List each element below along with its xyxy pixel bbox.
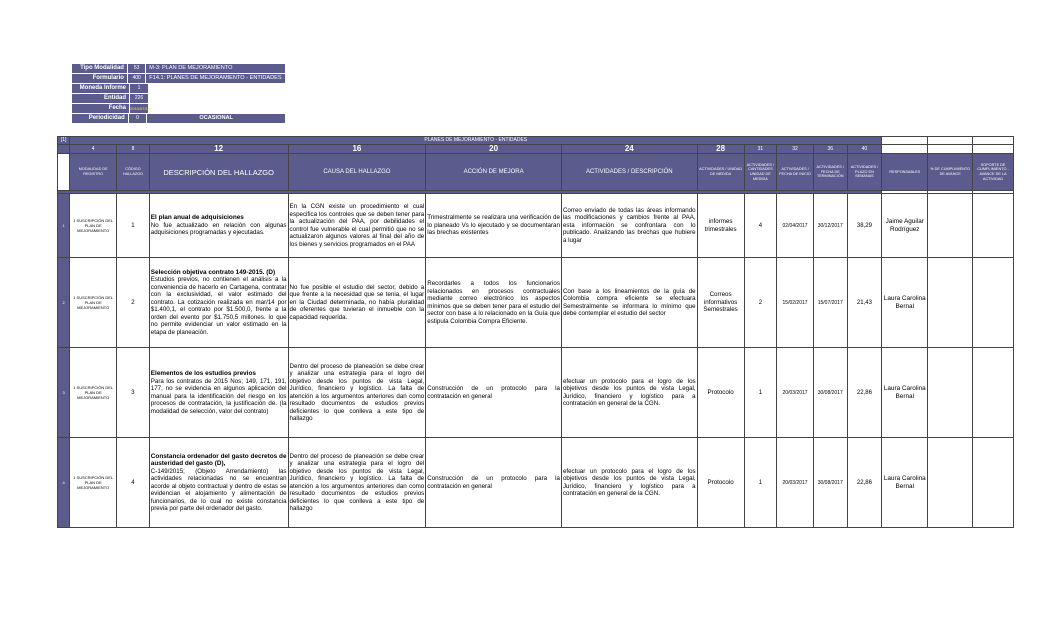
desc-title: El plan anual de adquisiciones bbox=[150, 214, 244, 222]
cell-fecha-inicio[interactable]: 20/03/2017 bbox=[777, 348, 814, 438]
header-accion: ACCIÓN DE MEJORA bbox=[426, 154, 562, 191]
cell-responsable[interactable]: Laura Carolina Bernal bbox=[882, 258, 928, 348]
cell-causa[interactable]: No fue posible el estudio del sector, debido a que frente a la necesidad que se tenia, el lugar en la Ciudad determinada, no había pluralidad de oferentes que tuvieran el inmueble con la capacidad requerida. bbox=[288, 258, 426, 348]
cell-soporte[interactable] bbox=[973, 258, 1014, 348]
cell-responsable[interactable]: Jaime Aguilar Rodríguez bbox=[882, 194, 928, 258]
cell-fecha-fin[interactable]: 15/07/2017 bbox=[813, 258, 847, 348]
desc-title: Selección objetiva contrato 149-2015. (D) bbox=[150, 268, 276, 276]
cell-descripcion[interactable] bbox=[149, 258, 288, 348]
cell-descripcion[interactable] bbox=[149, 194, 288, 258]
desc-body: No fue actualizado en relación con algunas adquisiciones programadas y ejecutadas. bbox=[150, 221, 287, 237]
header-unidad: ACTIVIDADES / UNIDAD DE MEDIDA bbox=[697, 154, 744, 191]
meta-label: Formulario bbox=[72, 74, 127, 84]
cell-descripcion[interactable] bbox=[149, 438, 288, 528]
meta-code: 1 bbox=[129, 84, 149, 94]
header-modalidad: MODALIDAD DE REGISTRO bbox=[70, 154, 117, 191]
meta-row-tipo bbox=[72, 64, 285, 74]
band-row bbox=[58, 137, 1014, 145]
meta-label: Fecha bbox=[72, 104, 129, 114]
meta-row-fecha bbox=[72, 104, 285, 114]
cell-actividad[interactable]: efectuar un protocolo para el logro de los objetivos desde los puntos de vista Legal, Jurídico, financiero y logístico para a contratación en general de la CGN. bbox=[561, 438, 697, 528]
meta-code: 53 bbox=[127, 64, 146, 74]
header-row bbox=[58, 154, 1014, 191]
cell-causa[interactable]: Dentro del proceso de planeación se debe crear y analizar una estrategia para el logro del objetivo desde los puntos de vista Legal, Jurídico, financiero y logístico. La falta de atención a los argumentos anteriores dan como resultado documentos de estudios previos deficientes lo que conlleva a este tipo de hallazgo bbox=[288, 348, 426, 438]
col-number: 24 bbox=[561, 145, 697, 154]
header-fecha-inicio: ACTIVIDADES / FECHA DE INICIO bbox=[777, 154, 814, 191]
col-number: 31 bbox=[744, 145, 777, 154]
cell-actividad[interactable]: Con base a los lineamientos de la guía de Colombia compra eficiente se efectuara Semestralmente se informara lo mínimo que debe contemplar el estudio del sector bbox=[561, 258, 697, 348]
table-row bbox=[58, 258, 1014, 348]
cell-plazo[interactable]: 38,29 bbox=[847, 194, 882, 258]
table-row bbox=[58, 438, 1014, 528]
col-number: 16 bbox=[288, 145, 426, 154]
meta-code: 0 bbox=[128, 114, 148, 124]
col-number: 36 bbox=[813, 145, 847, 154]
cell-causa[interactable]: En la CGN existe un procedimiento el cual especifica los controles que se deben tener para la actualización del PAA, por debilidades el control fue vulnerable el cual permitió que no se actualizaron algunos valores al final del año de los bienes y servicios programados en el PAA bbox=[288, 194, 426, 258]
col-number: 4 bbox=[70, 145, 117, 154]
cell-avance[interactable] bbox=[928, 194, 973, 258]
meta-row-periodicidad bbox=[72, 114, 285, 124]
cell-fecha-inicio[interactable]: 15/02/2017 bbox=[777, 258, 814, 348]
header-cantidad: ACTIVIDADES / CANTIDADES UNIDAD DE MEDIDA bbox=[744, 154, 777, 191]
band-title: PLANES DE MEJORAMIENTO - ENTIDADES bbox=[70, 137, 882, 145]
col-number: 8 bbox=[117, 145, 150, 154]
cell-avance[interactable] bbox=[928, 258, 973, 348]
cell-accion[interactable]: Recordarles a todos los funcionarios relacionados en procesos contractuales mediante correo electrónico los aspectos mínimos que se deben tener para el estudio del sector con base a lo relacionado en la Guía que estipula Colombia Compra Eficiente. bbox=[426, 258, 562, 348]
cell-accion[interactable]: Trimestralmente se realizara una verificación de lo planeado Vs lo ejecutado y se documentaran las brechas existentes bbox=[426, 194, 562, 258]
cell-cantidad[interactable]: 1 bbox=[744, 438, 777, 528]
meta-value: M-3: PLAN DE MEJORAMIENTO bbox=[146, 64, 285, 74]
column-number-row bbox=[58, 145, 1014, 154]
plan-table bbox=[57, 136, 1014, 528]
cell-unidad[interactable]: Protocolo bbox=[697, 348, 744, 438]
corner-label: [1] bbox=[58, 137, 70, 145]
cell-modalidad[interactable]: 1 SUSCRIPCIÓN DEL PLAN DE MEJORAMIENTO bbox=[70, 438, 117, 528]
desc-title: Elementos de los estudios previos bbox=[150, 370, 256, 377]
row-number: 3 bbox=[58, 348, 70, 438]
cell-fecha-fin[interactable]: 30/08/2017 bbox=[813, 438, 847, 528]
table-row bbox=[58, 348, 1014, 438]
col-number: 20 bbox=[426, 145, 562, 154]
col-number: 32 bbox=[777, 145, 814, 154]
cell-fecha-fin[interactable]: 30/12/2017 bbox=[813, 194, 847, 258]
header-plazo: ACTIVIDADES / PLAZO EN SEMANAS bbox=[847, 154, 882, 191]
cell-modalidad[interactable]: 1 SUSCRIPCIÓN DEL PLAN DE MEJORAMIENTO bbox=[70, 258, 117, 348]
header-descripcion: DESCRIPCIÓN DEL HALLAZGO bbox=[149, 154, 288, 191]
cell-responsable[interactable]: Laura Carolina Bernal bbox=[882, 348, 928, 438]
cell-fecha-inicio[interactable]: 02/04/2017 bbox=[777, 194, 814, 258]
header-responsables: RESPONSABLES bbox=[882, 154, 928, 191]
meta-row-moneda bbox=[72, 84, 285, 94]
col-number: 28 bbox=[697, 145, 744, 154]
meta-label: Tipo Modalidad bbox=[72, 64, 127, 74]
header-soporte: SOPORTE DE CUMPLIMIENTO - AVANCE DE LA ACTIVIDAD bbox=[973, 154, 1014, 191]
cell-codigo[interactable]: 2 bbox=[117, 258, 150, 348]
row-number: 4 bbox=[58, 438, 70, 528]
header-codigo: CÓDIGO HALLAZGO bbox=[117, 154, 150, 191]
cell-plazo[interactable]: 22,86 bbox=[847, 348, 882, 438]
cell-soporte[interactable] bbox=[973, 348, 1014, 438]
cell-plazo[interactable]: 21,43 bbox=[847, 258, 882, 348]
cell-plazo[interactable]: 22,86 bbox=[847, 438, 882, 528]
meta-label: Moneda Informe bbox=[72, 84, 129, 94]
cell-actividad[interactable]: Correo enviado de todas las áreas informando las modificaciones y cambios frente al PAA, esta información se confrontara con lo publicado. Analizando las brechas que hubiere a lugar bbox=[561, 194, 697, 258]
cell-modalidad[interactable]: 1 SUSCRIPCIÓN DEL PLAN DE MEJORAMIENTO bbox=[70, 348, 117, 438]
header-causa: CAUSA DEL HALLAZGO bbox=[288, 154, 426, 191]
cell-fecha-fin[interactable]: 30/08/2017 bbox=[813, 348, 847, 438]
cell-fecha-inicio[interactable]: 20/03/2017 bbox=[777, 438, 814, 528]
cell-descripcion[interactable] bbox=[149, 348, 288, 438]
col-number: 12 bbox=[149, 145, 288, 154]
table-row bbox=[58, 194, 1014, 258]
cell-cantidad[interactable]: 2 bbox=[744, 258, 777, 348]
meta-code: 226 bbox=[129, 94, 149, 104]
desc-body: Para los contratos de 2015 Nos; 149, 171, 191, 177, no se evidencia en algunos aplicación del manual para la identificación del riesgo en los procesos de contratación, la justificación de. (la modalidad de selección, valor del contrato) bbox=[150, 377, 287, 415]
meta-label: Periodicidad bbox=[72, 114, 128, 124]
meta-value: OCASIONAL bbox=[147, 114, 285, 124]
cell-modalidad[interactable]: 1 SUSCRIPCIÓN DEL PLAN DE MEJORAMIENTO bbox=[70, 194, 117, 258]
row-number: 1 bbox=[58, 194, 70, 258]
col-number: 40 bbox=[847, 145, 882, 154]
cell-causa[interactable]: Dentro del proceso de planeación se debe crear y analizar una estrategia para el logro del objetivo desde los puntos de vista Legal, Jurídico, financiero y logístico. La falta de atención a los argumentos anteriores dan como resultado documentos de estudios previos deficientes lo que conlleva a este tipo de hallazgo bbox=[288, 438, 426, 528]
cell-codigo[interactable]: 3 bbox=[117, 348, 150, 438]
cell-codigo[interactable]: 4 bbox=[117, 438, 150, 528]
cell-accion[interactable]: Construcción de un protocolo para la contratación en general bbox=[426, 438, 562, 528]
cell-accion[interactable]: Construcción de un protocolo para la contratación en general bbox=[426, 348, 562, 438]
meta-value: F14.1: PLANES DE MEJORAMIENTO - ENTIDADES bbox=[146, 74, 285, 84]
header-fecha-fin: ACTIVIDADES / FECHA DE TERMINACIÓN bbox=[813, 154, 847, 191]
meta-code: 2010/07/18 bbox=[129, 104, 149, 114]
row-number: 2 bbox=[58, 258, 70, 348]
header-avance: % DE CUMPLIMIENTO DE AVANCE bbox=[928, 154, 973, 191]
meta-block bbox=[72, 64, 285, 124]
desc-body: Estudios previos, no contienen el análisis a la conveniencia de hacerlo en Cartagena, contratar con la exclusividad, el valor estimado del contrato. La cotización realizada en mar/14 por $1.400,1, el contrato por $1.500,0, frente a la orden del evento por $1.750,5 millones. lo que no permite evidenciar un valor estimado en la etapa de planeación. bbox=[150, 276, 287, 336]
cell-unidad[interactable]: Correos informativos Semestrales bbox=[697, 258, 744, 348]
meta-code: 400 bbox=[127, 74, 146, 84]
cell-avance[interactable] bbox=[928, 438, 973, 528]
cell-cantidad[interactable]: 4 bbox=[744, 194, 777, 258]
meta-row-entidad bbox=[72, 94, 285, 104]
cell-responsable[interactable]: Laura Carolina Bernal bbox=[882, 438, 928, 528]
cell-soporte[interactable] bbox=[973, 438, 1014, 528]
desc-title: Constancia ordenador del gasto decretos de austeridad del gasto (D), bbox=[150, 452, 287, 467]
cell-soporte[interactable] bbox=[973, 194, 1014, 258]
cell-codigo[interactable]: 1 bbox=[117, 194, 150, 258]
cell-unidad[interactable]: informes trimestrales bbox=[697, 194, 744, 258]
cell-actividad[interactable]: efectuar un protocolo para el logro de los objetivos desde los puntos de vista Legal, Jurídico, financiero y logístico para a contratación en general de la CGN. bbox=[561, 348, 697, 438]
cell-cantidad[interactable]: 1 bbox=[744, 348, 777, 438]
meta-label: Entidad bbox=[72, 94, 129, 104]
desc-body: C-149/2015; (Objeto Arrendamiento) las actividades relacionadas no se encuentran acorde al objeto contractual y dentro de estas se evidencian el alojamiento y alimentación de funcionarios, de lo cual no existe constancia previa por parte del ordenador del gasto. bbox=[150, 467, 287, 512]
meta-row-formulario bbox=[72, 74, 285, 84]
header-actividades: ACTIVIDADES / DESCRIPCIÓN bbox=[561, 154, 697, 191]
cell-avance[interactable] bbox=[928, 348, 973, 438]
cell-unidad[interactable]: Protocolo bbox=[697, 438, 744, 528]
